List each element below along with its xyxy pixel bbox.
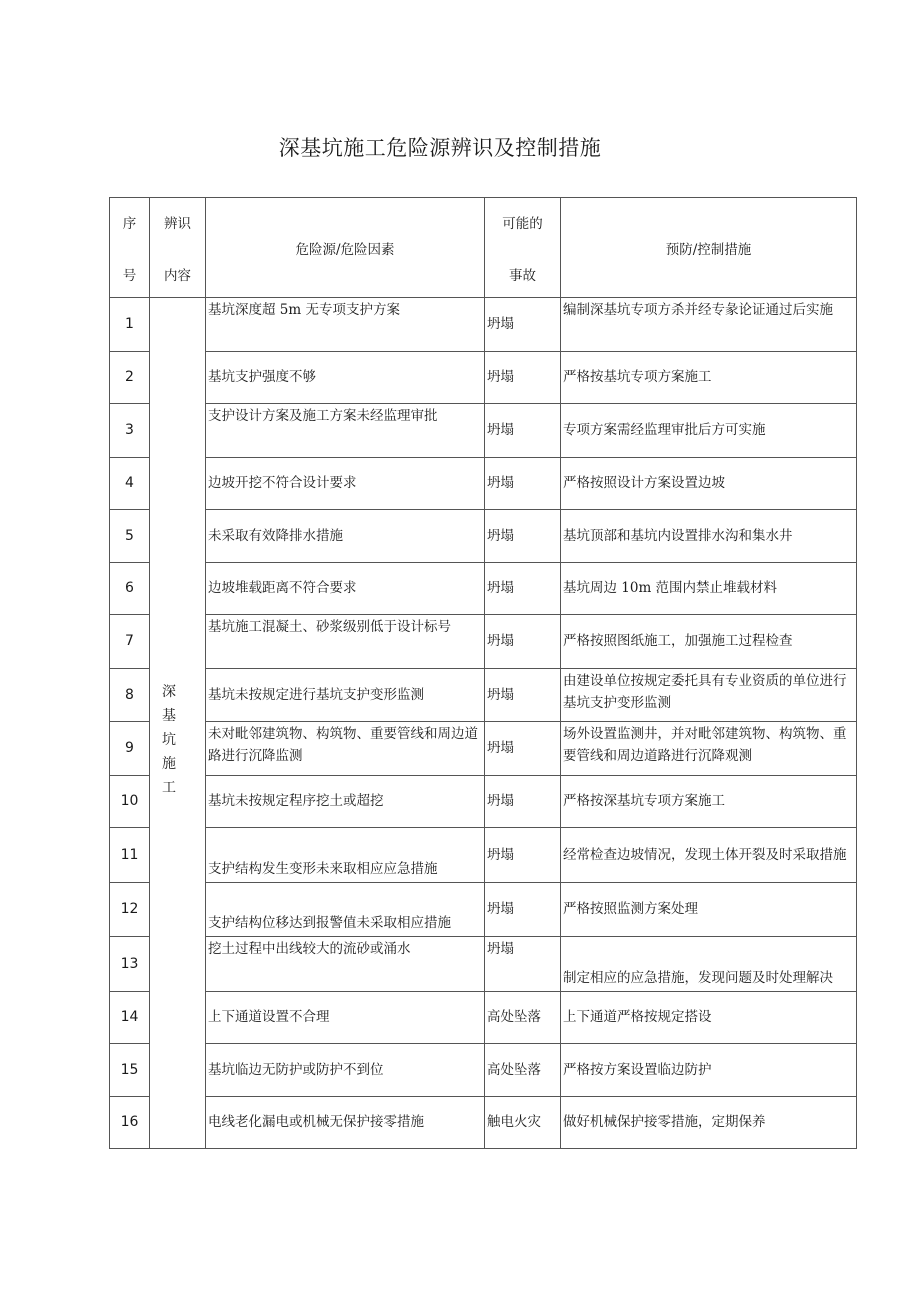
hazard-cell: 基坑未按规定进行基坑支护变形监测	[206, 668, 485, 722]
row-number: 4	[110, 457, 150, 510]
table-row	[110, 937, 857, 992]
measure-cell: 严格按照监测方案处理	[561, 882, 857, 937]
row-number: 7	[110, 615, 150, 669]
accident-cell: 坍塌	[485, 298, 561, 352]
table-row	[110, 1096, 857, 1149]
table-row	[110, 404, 857, 458]
measure-cell: 基坑周边 10m 范围内禁止堆载材料	[561, 562, 857, 615]
measure-cell: 上下通道严格按规定搭设	[561, 991, 857, 1044]
header-row	[110, 198, 857, 298]
measure-cell: 严格按方案设置临边防护	[561, 1044, 857, 1097]
measure-cell: 经常检查边坡情况，发现土体开裂及时采取措施	[561, 828, 857, 883]
hazard-table	[109, 197, 857, 1149]
row-number: 12	[110, 882, 150, 937]
row-number: 13	[110, 937, 150, 992]
measure-cell: 由建设单位按规定委托具有专业资质的单位进行基坑支护变形监测	[561, 668, 857, 722]
table-row	[110, 722, 857, 776]
hazard-cell: 上下通道设置不合理	[206, 991, 485, 1044]
accident-cell: 坍塌	[485, 722, 561, 776]
hazard-cell: 边坡堆载距离不符合要求	[206, 562, 485, 615]
category-text: 工	[162, 780, 176, 796]
row-number: 10	[110, 775, 150, 828]
measure-cell: 场外设置监测井，并对毗邻建筑物、构筑物、重要管线和周边道路进行沉降观测	[561, 722, 857, 776]
category-text: 坑 施	[162, 732, 190, 772]
hazard-cell: 基坑施工混凝土、砂浆级别低于设计标号	[206, 615, 485, 669]
accident-cell: 坍塌	[485, 828, 561, 883]
row-number: 16	[110, 1096, 150, 1149]
accident-cell: 触电火灾	[485, 1096, 561, 1149]
measure-cell: 严格按基坑专项方案施工	[561, 351, 857, 404]
measure-cell: 做好机械保护接零措施，定期保养	[561, 1096, 857, 1149]
hazard-cell: 边坡开挖不符合设计要求	[206, 457, 485, 510]
row-number: 9	[110, 722, 150, 776]
hazard-cell: 基坑未按规定程序挖土或超挖	[206, 775, 485, 828]
accident-cell: 坍塌	[485, 510, 561, 563]
row-number: 6	[110, 562, 150, 615]
hazard-cell: 基坑支护强度不够	[206, 351, 485, 404]
table-row	[110, 1044, 857, 1097]
hazard-cell: 支护设计方案及施工方案未经监理审批	[206, 404, 485, 458]
table-row	[110, 991, 857, 1044]
measure-cell: 基坑顶部和基坑内设置排水沟和集水井	[561, 510, 857, 563]
row-number: 11	[110, 828, 150, 883]
table-row	[110, 510, 857, 563]
measure-cell: 制定相应的应急措施，发现问题及时处理解决	[561, 937, 857, 992]
accident-cell: 坍塌	[485, 562, 561, 615]
measure-cell: 严格按深基坑专项方案施工	[561, 775, 857, 828]
measure-cell: 专项方案需经监理审批后方可实施	[561, 404, 857, 458]
table-row	[110, 882, 857, 937]
hazard-cell: 基坑临边无防护或防护不到位	[206, 1044, 485, 1097]
accident-cell: 坍塌	[485, 351, 561, 404]
hazard-cell: 未对毗邻建筑物、构筑物、重要管线和周边道路进行沉降监测	[206, 722, 485, 776]
hazard-cell: 电线老化漏电或机械无保护接零措施	[206, 1096, 485, 1149]
page-title: 深基坑施工危险源辨识及控制措施	[278, 136, 602, 160]
measure-cell: 严格按照设计方案设置边坡	[561, 457, 857, 510]
table-row	[110, 351, 857, 404]
accident-cell: 坍塌	[485, 404, 561, 458]
header-no: 序 号	[110, 198, 150, 298]
table-row	[110, 562, 857, 615]
hazard-cell: 支护结构发生变形未来取相应应急措施	[206, 828, 485, 883]
row-number: 2	[110, 351, 150, 404]
accident-cell: 高处坠落	[485, 991, 561, 1044]
measure-cell: 严格按照图纸施工，加强施工过程检查	[561, 615, 857, 669]
accident-cell: 坍塌	[485, 668, 561, 722]
category-cell	[150, 298, 206, 1149]
table-row	[110, 457, 857, 510]
header-item: 辨识 内容	[150, 198, 206, 298]
header-accident: 可能的 事故	[485, 198, 561, 298]
accident-cell: 坍塌	[485, 775, 561, 828]
header-measure: 预防/控制措施	[561, 198, 857, 298]
table-row	[110, 668, 857, 722]
row-number: 3	[110, 404, 150, 458]
row-number: 14	[110, 991, 150, 1044]
accident-cell: 坍塌	[485, 615, 561, 669]
row-number: 1	[110, 298, 150, 352]
accident-cell: 坍塌	[485, 882, 561, 937]
hazard-cell: 基坑深度超 5m 无专项支护方案	[206, 298, 485, 352]
measure-cell: 编制深基坑专项方杀并经专彖论证通过后实施	[561, 298, 857, 352]
row-number: 8	[110, 668, 150, 722]
row-number: 5	[110, 510, 150, 563]
header-hazard: 危险源/危险因素	[206, 198, 485, 298]
table-row	[110, 298, 857, 352]
accident-cell: 坍塌	[485, 457, 561, 510]
row-number: 15	[110, 1044, 150, 1097]
accident-cell: 坍塌	[485, 937, 561, 992]
hazard-cell: 挖土过程中出线较大的流砂或涌水	[206, 937, 485, 992]
hazard-cell: 未采取有效降排水措施	[206, 510, 485, 563]
hazard-cell: 支护结构位移达到报警值未采取相应措施	[206, 882, 485, 937]
table-row	[110, 828, 857, 883]
table-row	[110, 775, 857, 828]
table-row	[110, 615, 857, 669]
accident-cell: 高处坠落	[485, 1044, 561, 1097]
category-text: 深 基	[162, 684, 190, 724]
